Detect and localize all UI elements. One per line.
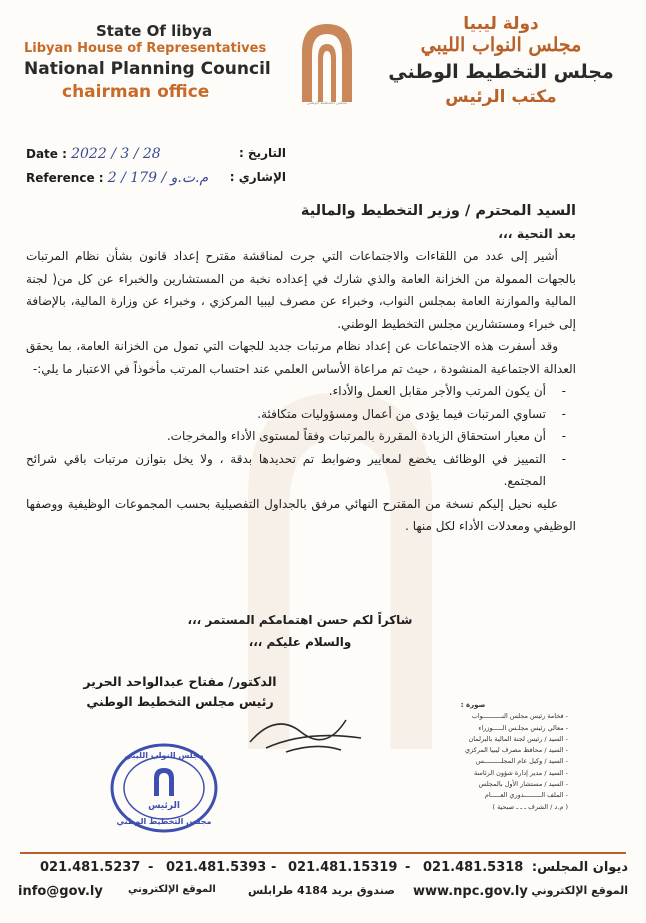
website-link[interactable]: www.npc.gov.ly	[413, 884, 528, 899]
list-item: - السيد / محافظ مصرف ليبيا المركزي	[378, 745, 568, 756]
list-item: - السيد / رئيس لجنة المالية بالبرلمان	[378, 734, 568, 745]
council-name-en: National Planning Council	[24, 59, 271, 79]
header-english	[24, 22, 294, 104]
copies-list	[378, 700, 568, 813]
list-item: - السيد / وكيل عام المجلـــــــــس	[378, 756, 568, 767]
stamp-bottom-text: مجلس التخطيط الوطني	[116, 817, 212, 826]
email-link[interactable]: info@gov.ly	[18, 884, 103, 899]
criteria-list	[26, 380, 576, 493]
salutation: السيد المحترم / وزير التخطيط والمالية	[300, 203, 576, 219]
list-item: - السيد / مدير إدارة شؤون الرئاسة	[378, 768, 568, 779]
website-label: الموقع الإلكتروني	[531, 884, 628, 897]
list-item: - تساوي المرتبات فيما يؤدى من أعمال ومسؤوليات متكافئة.	[26, 403, 558, 426]
reference-value: 2 / 179 / م.ت.و	[107, 170, 209, 186]
email-label: الموقع الإلكتروني	[128, 884, 216, 895]
letter-body	[26, 200, 576, 538]
phone-1: 021.481.5318	[423, 860, 524, 875]
footer-divider	[20, 852, 626, 854]
meta-english	[26, 146, 208, 194]
list-item: - السيد / مستشار الأول بالمجلس	[378, 779, 568, 790]
paragraph-1: أشير إلى عدد من اللقاءات والاجتماعات التي جرت لمناقشة مقترح إعداد قانون بشأن نظام المرتبات بالجهات الممولة من الخزانة العامة والذي شارك في إعداده نخبة من المستشارين والخبراء عن كل من( لجنة المالية والموازنة العامة بمجلس النواب، وخبراء عن مصرف ليبيا المركزي ، وخبراء عن وزارة المالية، بالإضافة إلى خبراء ومستشارين مجلس التخطيط الوطني.	[26, 249, 576, 331]
house-name-ar: مجلس النواب الليبي	[420, 34, 582, 57]
signatory-name: الدكتور/ مفتاح عبدالواحد الحرير	[83, 674, 277, 689]
greeting: بعد التحية ،،،	[498, 225, 576, 241]
council-name-ar: مجلس التخطيط الوطني	[388, 61, 614, 84]
date-label-ar: التاريخ :	[238, 146, 286, 160]
list-item: - أن يكون المرتب والأجر مقابل العمل والأداء.	[26, 380, 558, 403]
office-name-en: chairman office	[62, 82, 210, 103]
separator: -	[148, 860, 154, 875]
council-logo-icon	[298, 20, 356, 112]
date-label-en: Date :	[26, 147, 67, 161]
list-item: - الملف الـــــــــدوري العـــــام	[378, 790, 568, 801]
separator: -	[271, 860, 277, 875]
office-name-ar: مكتب الرئيس	[445, 86, 557, 107]
thanks-line: شاكراً لكم حسن اهتمامكم المستمر ،،،	[187, 613, 413, 627]
paragraph-3: عليه نحيل إليكم نسخة من المقترح النهائي مرفق بالجداول التفصيلية بحسب المجموعات الوظيفية ووصفها الوظيفي ومعدلات الأداء لكل منها .	[26, 496, 576, 533]
list-item: - فخامة رئيس مجلس النــــــــــواب	[378, 711, 568, 722]
handwritten-signature	[246, 702, 366, 758]
phone-4: 021.481.5237	[40, 860, 141, 875]
state-name-en: State Of libya	[96, 22, 213, 40]
copies-title: صورة :	[460, 701, 486, 709]
footer-phones-row	[18, 860, 628, 878]
list-item: - معالي رئيس مجلـس الـــــوزراء	[378, 723, 568, 734]
phone-2: 021.481.15319	[288, 860, 398, 875]
reference-label-ar: الإشاري :	[229, 170, 286, 184]
house-name-en: Libyan House of Representatives	[24, 40, 267, 56]
signatory-title: رئيس مجلس التخطيط الوطني	[86, 694, 274, 709]
logo-caption: مجلس التخطيط الوطني	[306, 100, 348, 105]
paragraph-2: وقد أسفرت هذه الاجتماعات عن إعداد نظام مرتبات جديد للجهات التي تمول من الخزانة العامة، بما يحقق العدالة الاجتماعية المنشودة ، حيث تم مراعاة الأساس العلمي عند احتساب المرتب مأخوذاً في الاعتبار ما يلي:-	[26, 339, 576, 376]
stamp-center-text: الرئيس	[148, 801, 180, 811]
closing	[150, 609, 450, 653]
phone-3: 021.481.5393	[166, 860, 267, 875]
header-arabic	[386, 14, 616, 107]
reference-label-en: Reference :	[26, 171, 104, 185]
copies-footnote: ( م.د / الشرف ـ ـ ـ صبحية )	[492, 802, 568, 811]
official-stamp	[108, 740, 220, 836]
list-item: - أن معيار استحقاق الزيادة المقررة بالمرتبات وفقاً لمستوى الأداء والمخرجات.	[26, 425, 558, 448]
date-value: 2022 / 3 / 28	[71, 146, 161, 162]
footer-contact-row	[18, 884, 628, 902]
separator: -	[405, 860, 411, 875]
state-name-ar: دولة ليبيا	[463, 14, 539, 34]
po-box: صندوق بريد 4184 طرابلس	[248, 884, 395, 897]
list-item: - التمييز في الوظائف يخضع لمعايير وضوابط تم تحديدها بدقة ، ولا يخل بتوازن مرتبات باقي شرائح المجتمع.	[26, 448, 558, 493]
regards-line: والسلام عليكم ،،،	[248, 635, 352, 649]
stamp-top-text: مجلس النواب الليبي	[124, 751, 204, 760]
meta-arabic	[230, 146, 286, 194]
office-label: ديوان المجلس:	[531, 860, 628, 875]
